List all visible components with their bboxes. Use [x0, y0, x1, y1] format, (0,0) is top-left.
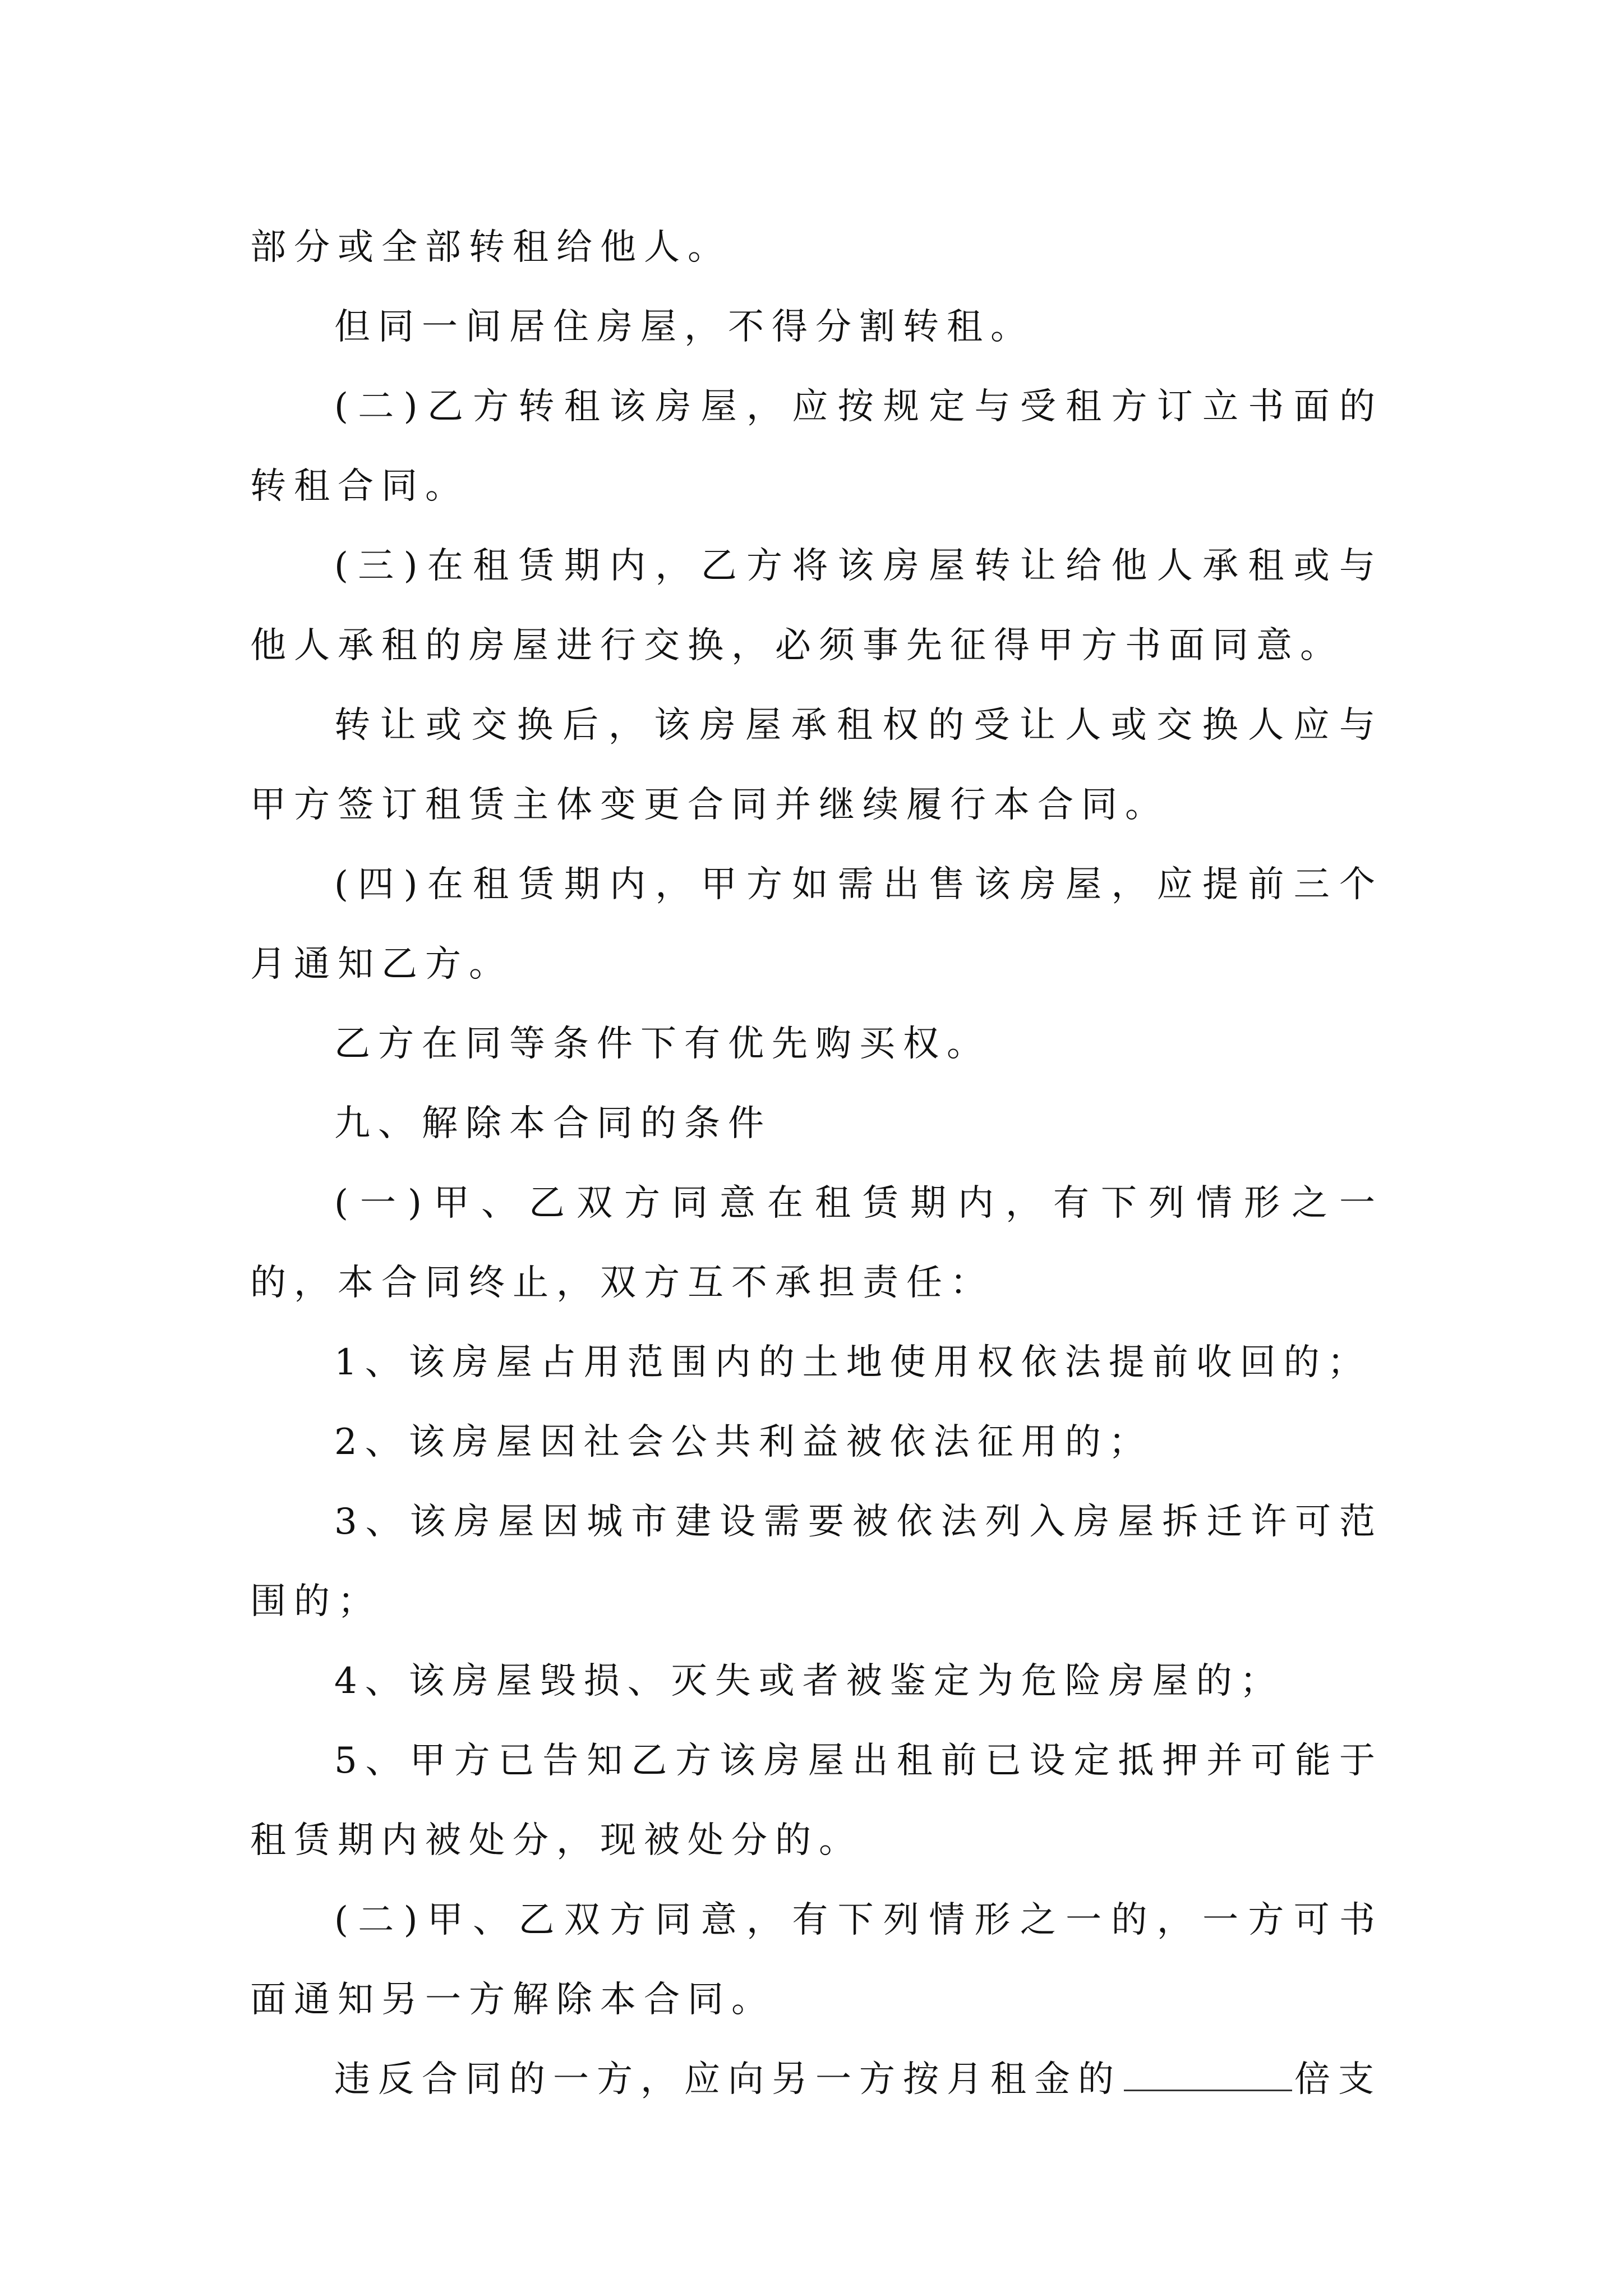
list-item-4: 4、该房屋毁损、灭失或者被鉴定为危险房屋的； — [334, 1660, 1284, 1702]
fill-in-blank — [1124, 2078, 1292, 2091]
paragraph-7: 乙方在同等条件下有优先购买权。 — [334, 1023, 990, 1065]
paragraph-1: 部分或全部转租给他人。 — [250, 227, 731, 268]
paragraph-last — [250, 2040, 1383, 2119]
list-item-5: 5、甲方已告知乙方该房屋出租前已设定抵押并可能于租赁期内被处分，现被处分的。 — [250, 1740, 1383, 1861]
paragraph-6: (四)在租赁期内，甲方如需出售该房屋，应提前三个月通知乙方。 — [250, 864, 1383, 985]
document-body — [250, 208, 1383, 2119]
list-item-1: 1、该房屋占用范围内的土地使用权依法提前收回的； — [334, 1342, 1371, 1383]
last-line-tail: 倍支 — [1294, 2059, 1382, 2100]
list-item-2: 2、该房屋因社会公共利益被依法征用的； — [334, 1421, 1152, 1463]
section-heading: 九、解除本合同的条件 — [334, 1103, 772, 1144]
paragraph-4: (三)在租赁期内，乙方将该房屋转让给他人承租或与他人承租的房屋进行交换，必须事先征得甲方书面同意。 — [250, 545, 1383, 666]
last-line-text: 违反合同的一方，应向另一方按月租金的 — [334, 2059, 1122, 2100]
paragraph-9: (一)甲、乙双方同意在租赁期内，有下列情形之一的，本合同终止，双方互不承担责任： — [250, 1182, 1383, 1304]
paragraph-5: 转让或交换后，该房屋承租权的受让人或交换人应与甲方签订租赁主体变更合同并继续履行本合同。 — [250, 705, 1383, 826]
paragraph-15: (二)甲、乙双方同意，有下列情形之一的，一方可书面通知另一方解除本合同。 — [250, 1899, 1383, 2021]
paragraph-2: 但同一间居住房屋，不得分割转租。 — [334, 306, 1034, 348]
list-item-3: 3、该房屋因城市建设需要被依法列入房屋拆迁许可范围的； — [250, 1501, 1383, 1622]
paragraph-3: (二)乙方转租该房屋，应按规定与受租方订立书面的转租合同。 — [250, 386, 1383, 507]
